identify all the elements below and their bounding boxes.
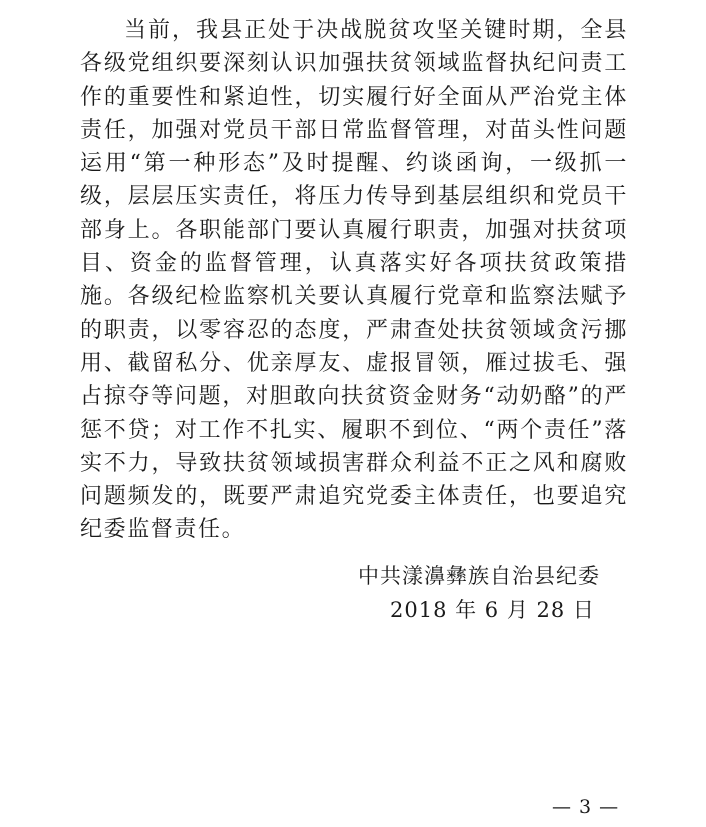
page-number: — 3 — bbox=[552, 796, 620, 818]
body-paragraph: 当前，我县正处于决战脱贫攻坚关键时期，全县各级党组织要深刻认识加强扶贫领域监督执纪问责工作的重要性和紧迫性，切实履行好全面从严治党主体责任，加强对党员干部日常监督管理，对苗头性问题运用“第一种形态”及时提醒、约谈函询，一级抓一级，层层压实责任，将压力传导到基层组织和党员干部身上。各职能部门要认真履行职责，加强对扶贫项目、资金的监督管理，认真落实好各项扶贫政策措施。各级纪检监察机关要认真履行党章和监察法赋予的职责，以零容忍的态度，严肃查处扶贫领域贪污挪用、截留私分、优亲厚友、虚报冒领，雁过拔毛、强占掠夺等问题，对胆敢向扶贫资金财务“动奶酪”的严惩不贷；对工作不扎实、履职不到位、“两个责任”落实不力，导致扶贫领域损害群众利益不正之风和腐败问题频发的，既要严肃追究党委主体责任，也要追究纪委监督责任。 bbox=[80, 18, 628, 543]
signature-date: 2018 年 6 月 28 日 bbox=[390, 598, 595, 622]
signature-organization: 中共漾濞彝族自治县纪委 bbox=[358, 564, 600, 588]
